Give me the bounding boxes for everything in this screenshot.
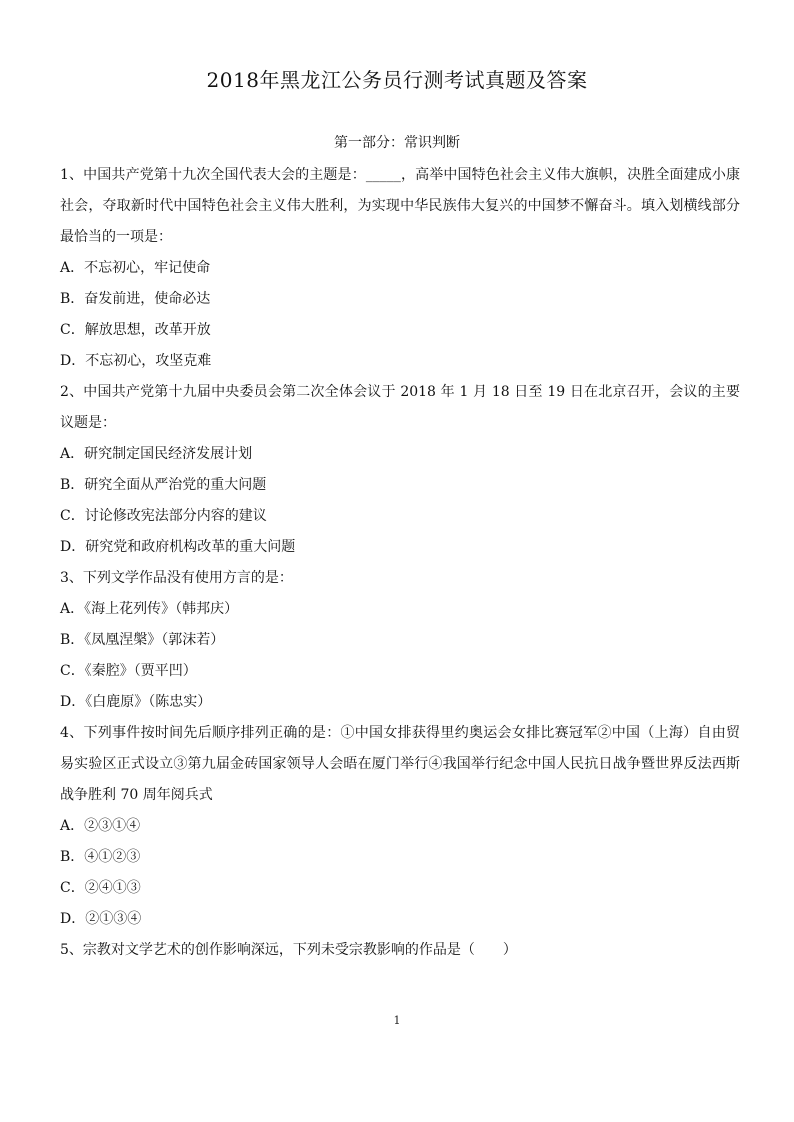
option-d: D．《白鹿原》（陈忠实）	[60, 694, 212, 710]
option-a: A．研究制定国民经济发展计划	[60, 446, 253, 462]
option-c: C．《秦腔》（贾平凹）	[60, 663, 197, 679]
question-stem: 1、中国共产党第十九次全国代表大会的主题是：_____，高举中国特色社会主义伟大旗帜，决胜全面建成小康社会，夺取新时代中国特色社会主义伟大胜利，为实现中华民族伟大复兴的中国梦不懈奋斗。填入划横线部分最恰当的一项是：	[60, 167, 740, 245]
option-a: A．《海上花列传》（韩邦庆）	[60, 601, 239, 617]
section-heading: 第一部分：常识判断	[334, 135, 460, 151]
question-stem: 2、中国共产党第十九届中央委员会第二次全体会议于 2018 年 1 月 18 日至 19 日在北京召开，会议的主要议题是：	[60, 384, 740, 431]
option-d: D．研究党和政府机构改革的重大问题	[60, 539, 296, 555]
question-stem: 5、宗教对文学艺术的创作影响深远，下列未受宗教影响的作品是（ ）	[60, 942, 517, 958]
option-b: B．奋发前进，使命必达	[60, 291, 211, 307]
option-a: A．②③①④	[60, 818, 141, 834]
question-stem: 4、下列事件按时间先后顺序排列正确的是：①中国女排获得里约奥运会女排比赛冠军②中国（上海）自由贸易实验区正式设立③第九届金砖国家领导人会晤在厦门举行④我国举行纪念中国人民抗日战争暨世界反法西斯战争胜利 70 周年阅兵式	[60, 725, 740, 803]
question-stem: 3、下列文学作品没有使用方言的是：	[60, 570, 293, 586]
option-b: B．④①②③	[60, 849, 141, 865]
question-list	[60, 160, 740, 966]
page-number: 1	[393, 1014, 401, 1027]
option-a: A．不忘初心，牢记使命	[60, 260, 211, 276]
option-c: C．②④①③	[60, 880, 141, 896]
option-c: C．解放思想，改革开放	[60, 322, 211, 338]
option-d: D．②①③④	[60, 911, 142, 927]
document-title: 2018年黑龙江公务员行测考试真题及答案	[206, 68, 588, 92]
option-c: C．讨论修改宪法部分内容的建议	[60, 508, 267, 524]
option-b: B．《凤凰涅槃》（郭沫若）	[60, 632, 225, 648]
option-d: D．不忘初心，攻坚克难	[60, 353, 212, 369]
option-b: B．研究全面从严治党的重大问题	[60, 477, 267, 493]
